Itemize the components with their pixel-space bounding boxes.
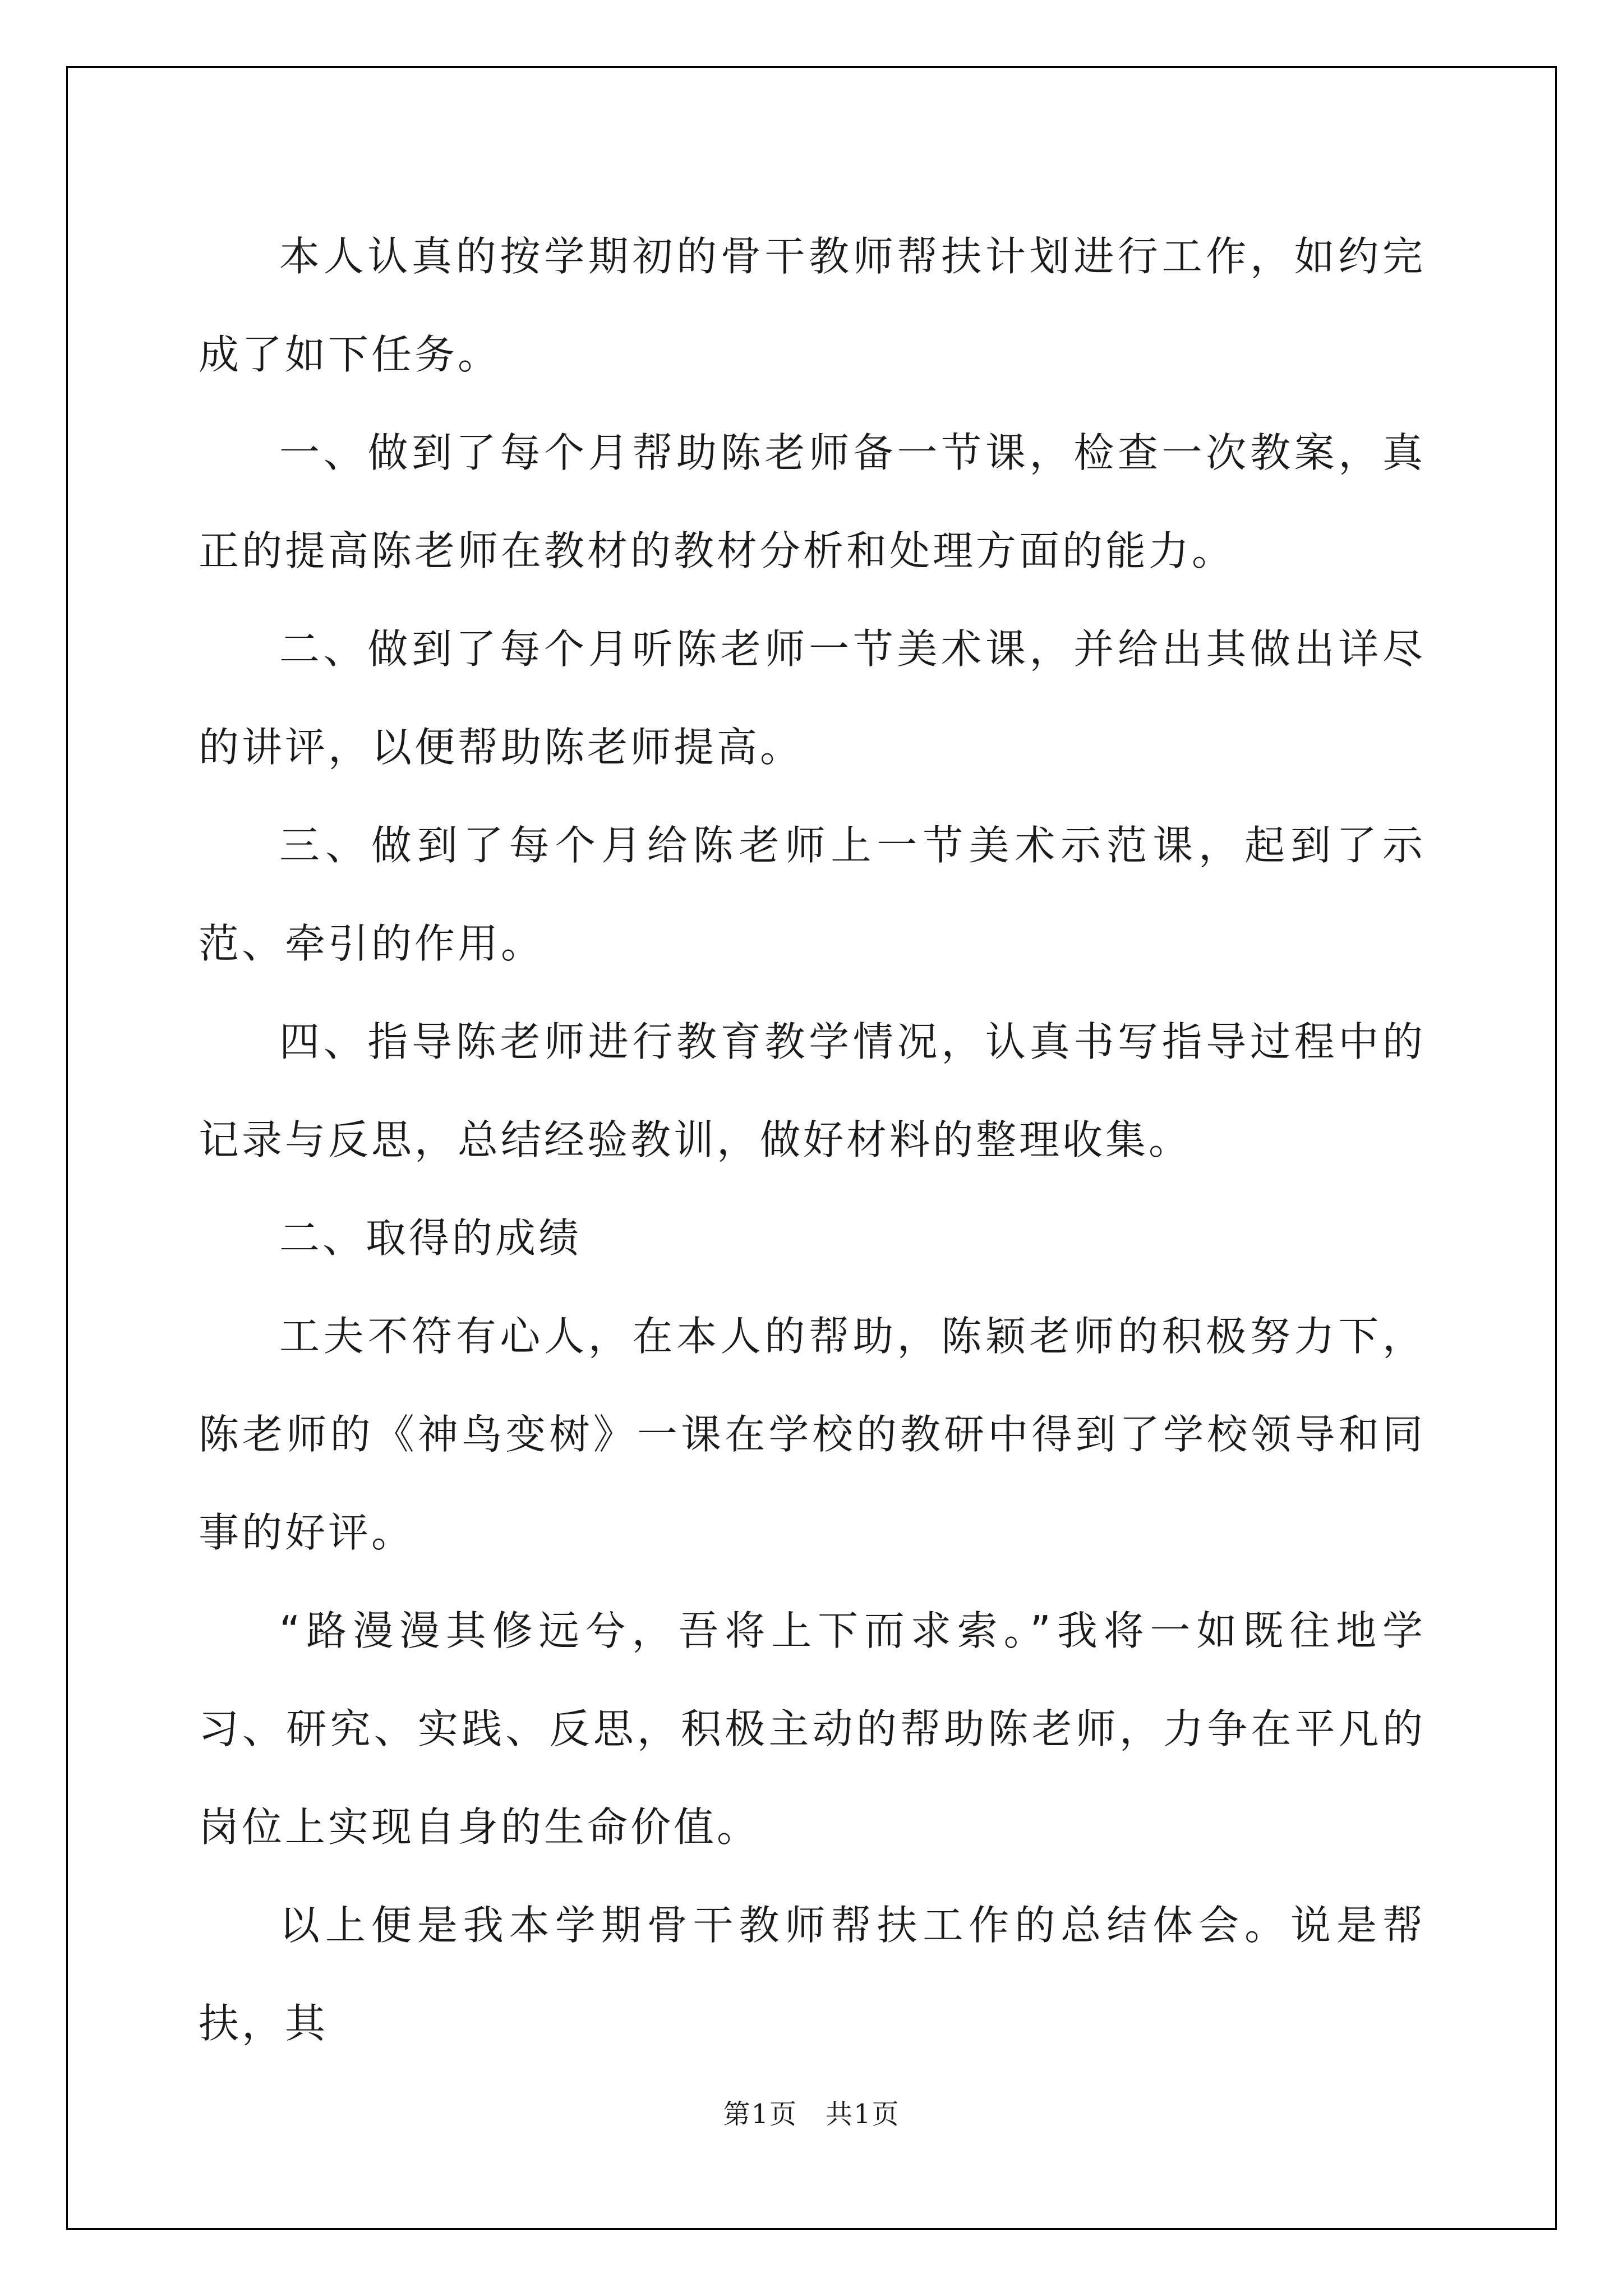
paragraph-task-4: 四、指导陈老师进行教育教学情况，认真书写指导过程中的记录与反思，总结经验教训，做好材料的整理收集。 (199, 1018, 1426, 1163)
paragraph-task-3: 三、做到了每个月给陈老师上一节美术示范课，起到了示范、牵引的作用。 (199, 822, 1426, 967)
section-heading-achievements: 二、取得的成绩 (279, 1214, 582, 1262)
paragraph-task-1: 一、做到了每个月帮助陈老师备一节课，检查一次教案，真正的提高陈老师在教材的教材分析和处理方面的能力。 (199, 429, 1426, 574)
paragraph-intro: 本人认真的按学期初的骨干教师帮扶计划进行工作，如约完成了如下任务。 (199, 233, 1426, 378)
page-number-footer: 第1页 共1页 (723, 2099, 900, 2130)
document-body (199, 208, 1426, 2073)
paragraph-quote: “路漫漫其修远兮，吾将上下而求索。”我将一如既往地学习、研究、实践、反思，积极主动的帮助陈老师，力争在平凡的岗位上实现自身的生命价值。 (199, 1607, 1426, 1851)
paragraph-summary: 以上便是我本学期骨干教师帮扶工作的总结体会。说是帮扶，其 (199, 1902, 1426, 2047)
paragraph-task-2: 二、做到了每个月听陈老师一节美术课，并给出其做出详尽的讲评，以便帮助陈老师提高。 (199, 625, 1426, 771)
paragraph-achievements: 工夫不符有心人，在本人的帮助，陈颖老师的积极努力下，陈老师的《神鸟变树》一课在学校的教研中得到了学校领导和同事的好评。 (199, 1313, 1426, 1556)
